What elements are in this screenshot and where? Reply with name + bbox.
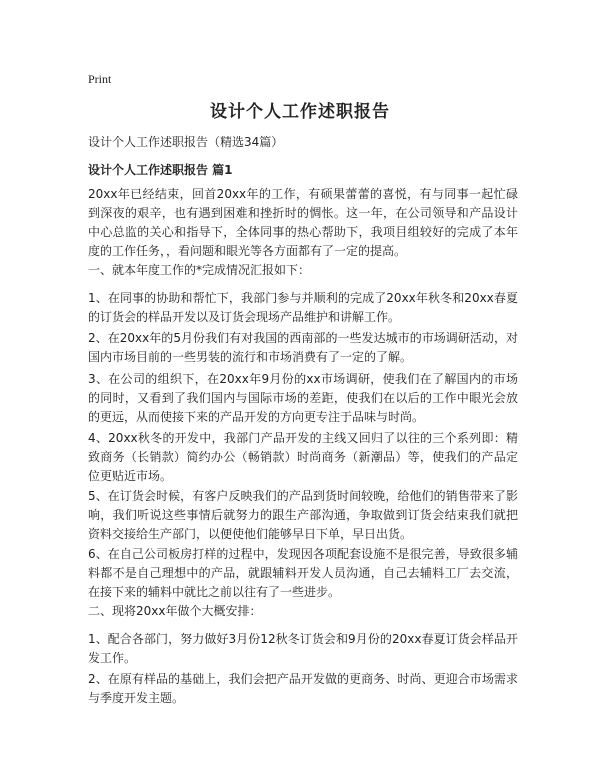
paragraph-heading-plan: 二、现将20xx年做个大概安排： (88, 604, 262, 618)
page-title: 设计个人工作述职报告 (210, 102, 390, 122)
paragraph-item-3: 3、在公司的组织下，在20xx年9月份的xx市场调研，使我们在了解国内的市场的同时，又看到了我们国内与国际市场的差距，使我们在以后的工作中眼光会放的更远，从而使接下来的产品开发的方向更专注于品味与时尚。 (88, 372, 518, 424)
paragraph-heading-summary: 一、就本年度工作的*完成情况汇报如下： (88, 263, 311, 277)
paragraph-item-6: 6、在自己公司板房打样的过程中，发现因各项配套设施不是很完善，导致很多辅料都不是自己理想中的产品，就跟辅料开发人员沟通，自己去辅料工厂去交流，在接下来的辅料中就比之前以往有了一些进步。 (88, 547, 518, 599)
paragraph-item-2: 2、在20xx年的5月份我们有对我国的西南部的一些发达城市的市场调研活动，对国内市场目前的一些男装的流行和市场消费有了一定的了解。 (88, 331, 518, 364)
section-heading: 设计个人工作述职报告 篇1 (88, 163, 233, 177)
paragraph-item-1: 1、在同事的协助和帮忙下，我部门参与并顺利的完成了20xx年秋冬和20xx春夏的订货会的样品开发以及订货会现场产品维护和讲解工作。 (88, 291, 518, 324)
paragraph-plan-1: 1、配合各部门，努力做好3月份12秋冬订货会和9月份的20xx春夏订货会样品开发工作。 (88, 632, 518, 665)
paragraph-item-4: 4、20xx秋冬的开发中，我部门产品开发的主线又回归了以往的三个系列即：精致商务（长销款）简约办公（畅销款）时尚商务（新潮品）等，使我们的产品定位更贴近市场。 (88, 431, 518, 483)
subtitle: 设计个人工作述职报告（精选34篇） (88, 135, 284, 149)
paragraph-item-5: 5、在订货会时候，有客户反映我们的产品到货时间较晚，给他们的销售带来了影响，我们听说这些事情后就努力的跟生产部沟通，争取做到订货会结束我们就把资料交接给生产部门，以便使他们能够早日下单，早日出货。 (88, 489, 518, 541)
paragraph-plan-2: 2、在原有样品的基础上，我们会把产品开发做的更商务、时尚、更迎合市场需求与季度开发主题。 (88, 672, 518, 705)
print-link[interactable]: Print (88, 72, 112, 86)
paragraph-intro: 20xx年已经结束，回首20xx年的工作，有硕果蕾蕾的喜悦，有与同事一起忙碌到深夜的艰辛，也有遇到困难和挫折时的惆怅。这一年，在公司领导和产品设计中心总监的关心和指导下，全体同事的热心帮助下，我项目组较好的完成了本年度的工作任务，，看问题和眼光等各方面都有了一定的提高。 (88, 187, 518, 258)
